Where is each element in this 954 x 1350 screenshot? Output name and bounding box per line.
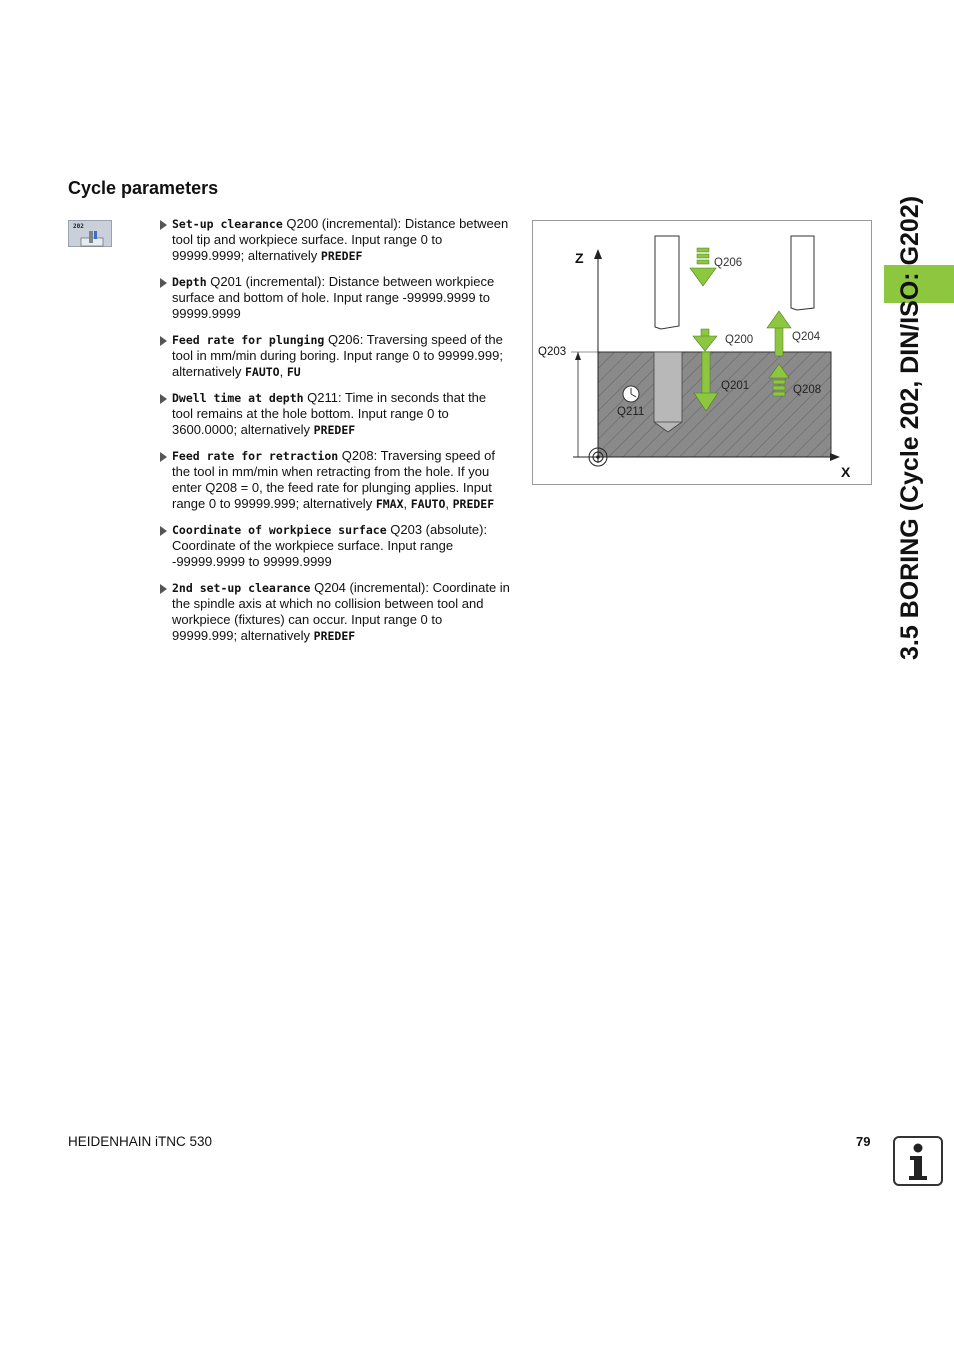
tool-right (791, 236, 814, 310)
param-description: Q203 (absolute): Coordinate of the workpiece surface. Input range -99999.9999 to 99999.9999 (172, 522, 488, 569)
param-item (158, 216, 510, 264)
param-keyword: Depth (172, 275, 207, 289)
param-option: FU (286, 365, 301, 379)
param-item (158, 580, 510, 644)
label-q211: Q211 (617, 406, 645, 418)
label-q208: Q208 (793, 384, 822, 396)
info-icon (893, 1136, 943, 1186)
param-option: FMAX (375, 497, 404, 511)
bullet-triangle-icon (160, 336, 167, 346)
bullet-triangle-icon (160, 452, 167, 462)
label-q203: Q203 (538, 346, 567, 358)
param-item (158, 274, 510, 322)
param-description: Q201 (incremental): Distance between workpiece surface and bottom of hole. Input range -99999.9999 to 99999.9999 (172, 274, 495, 321)
footer-product: HEIDENHAIN iTNC 530 (68, 1134, 213, 1149)
label-q204: Q204 (792, 331, 821, 343)
param-option: PREDEF (452, 497, 495, 511)
clock-icon (623, 386, 639, 402)
param-description: Q204 (incremental): Coordinate in the spindle axis at which no collision between tool and workpiece (fixtures) can occur. Input range 0 to 99999.999; alternatively (172, 580, 510, 643)
x-axis-label: X (841, 464, 851, 480)
param-item (158, 332, 510, 380)
label-q200: Q200 (725, 334, 754, 346)
param-description: Q206: Traversing speed of the tool in mm/min during boring. Input range 0 to 99999.999; alternatively (172, 332, 503, 379)
param-option: PREDEF (313, 423, 356, 437)
param-option: FAUTO (244, 365, 280, 379)
param-description: Q208: Traversing speed of the tool in mm/min when retracting from the hole. If you enter Q208 = 0, the feed rate for plunging applies. Input range 0 to 99999.999; alternatively (172, 448, 495, 511)
workpiece (598, 352, 831, 457)
page-number: 79 (856, 1134, 871, 1149)
q206-feed-arrow (690, 248, 716, 286)
param-item (158, 448, 510, 512)
option-separator: , (445, 496, 453, 511)
z-axis-label: Z (575, 250, 584, 266)
bullet-triangle-icon (160, 278, 167, 288)
cycle-202-softkey[interactable] (68, 220, 112, 247)
section-heading: Cycle parameters (68, 178, 219, 198)
param-item (158, 390, 510, 438)
param-keyword: Feed rate for plunging (172, 333, 325, 347)
softkey-number: 202 (73, 223, 84, 230)
option-separator: , (279, 364, 287, 379)
param-keyword: Feed rate for retraction (172, 449, 339, 463)
boring-cycle-icon (69, 221, 113, 248)
option-separator: , (403, 496, 411, 511)
boring-cycle-diagram (532, 220, 872, 485)
q204-arrow (767, 311, 791, 356)
tool-left (655, 236, 679, 329)
bullet-triangle-icon (160, 220, 167, 230)
label-q206: Q206 (714, 257, 743, 269)
bullet-triangle-icon (160, 584, 167, 594)
parameter-list (158, 216, 510, 654)
param-keyword: Dwell time at depth (172, 391, 304, 405)
label-q201: Q201 (721, 380, 750, 392)
param-option: PREDEF (320, 249, 363, 263)
param-keyword: 2nd set-up clearance (172, 581, 311, 595)
param-keyword: Coordinate of workpiece surface (172, 523, 387, 537)
bullet-triangle-icon (160, 526, 167, 536)
param-keyword: Set-up clearance (172, 217, 283, 231)
bored-hole (654, 352, 682, 432)
param-option: FAUTO (410, 497, 446, 511)
param-description: Q211: Time in seconds that the tool remains at the hole bottom. Input range 0 to 3600.0000; alternatively (172, 390, 487, 437)
bullet-triangle-icon (160, 394, 167, 404)
param-item (158, 522, 510, 570)
q200-arrow (693, 329, 717, 351)
param-description: Q200 (incremental): Distance between tool tip and workpiece surface. Input range 0 to 99999.9999; alternatively (172, 216, 509, 263)
param-option: PREDEF (313, 629, 356, 643)
section-title-vertical: 3.5 BORING (Cycle 202, DIN/ISO: G202) (896, 195, 924, 660)
